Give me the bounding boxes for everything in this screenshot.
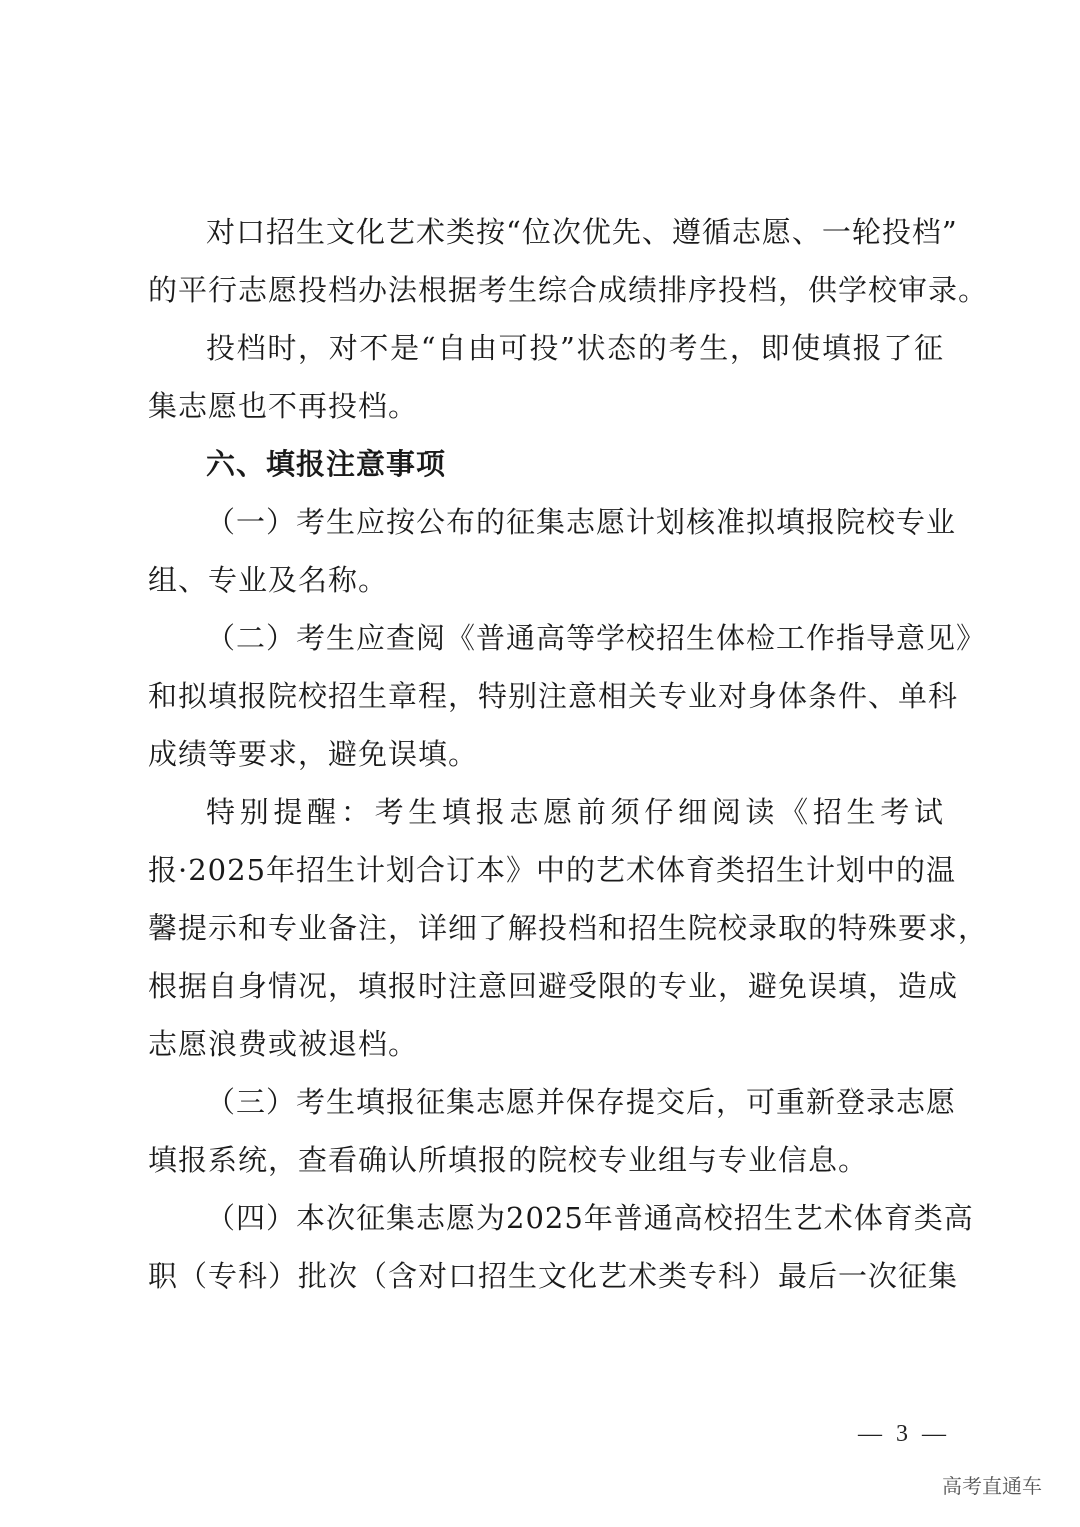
reminder-line: 特别提醒：考生填报志愿前须仔细阅读《招生考试 bbox=[206, 795, 944, 829]
list-item-line: 组、专业及名称。 bbox=[148, 563, 389, 597]
page-number: — 3 — bbox=[858, 1421, 950, 1447]
list-item-line: （四）本次征集志愿为2025年普通高校招生艺术体育类高 bbox=[206, 1201, 974, 1235]
list-item-line: 成绩等要求，避免误填。 bbox=[148, 737, 479, 771]
list-item-line: （三）考生填报征集志愿并保存提交后，可重新登录志愿 bbox=[206, 1085, 957, 1119]
paragraph-line: 的平行志愿投档办法根据考生综合成绩排序投档，供学校审录。 bbox=[148, 273, 989, 307]
watermark-label: 高考直通车 bbox=[942, 1474, 1042, 1498]
reminder-line: 志愿浪费或被退档。 bbox=[148, 1027, 419, 1061]
paragraph-line: 对口招生文化艺术类按“位次优先、遵循志愿、一轮投档” bbox=[206, 215, 958, 249]
list-item-line: （一）考生应按公布的征集志愿计划核准拟填报院校专业 bbox=[206, 505, 957, 539]
reminder-line: 报·2025年招生计划合订本》中的艺术体育类招生计划中的温 bbox=[148, 853, 957, 887]
reminder-line: 根据自身情况，填报时注意回避受限的专业，避免误填，造成 bbox=[148, 969, 959, 1003]
list-item-line: 和拟填报院校招生章程，特别注意相关专业对身体条件、单科 bbox=[148, 679, 959, 713]
section-heading: 六、填报注意事项 bbox=[206, 447, 447, 481]
paragraph-line: 投档时，对不是“自由可投”状态的考生，即使填报了征 bbox=[206, 331, 944, 365]
paragraph-line: 集志愿也不再投档。 bbox=[148, 389, 419, 423]
list-item-line: 填报系统，查看确认所填报的院校专业组与专业信息。 bbox=[148, 1143, 869, 1177]
list-item-line: 职（专科）批次（含对口招生文化艺术类专科）最后一次征集 bbox=[148, 1259, 959, 1293]
reminder-line: 馨提示和专业备注，详细了解投档和招生院校录取的特殊要求， bbox=[148, 911, 989, 945]
list-item-line: （二）考生应查阅《普通高等学校招生体检工作指导意见》 bbox=[206, 621, 987, 655]
